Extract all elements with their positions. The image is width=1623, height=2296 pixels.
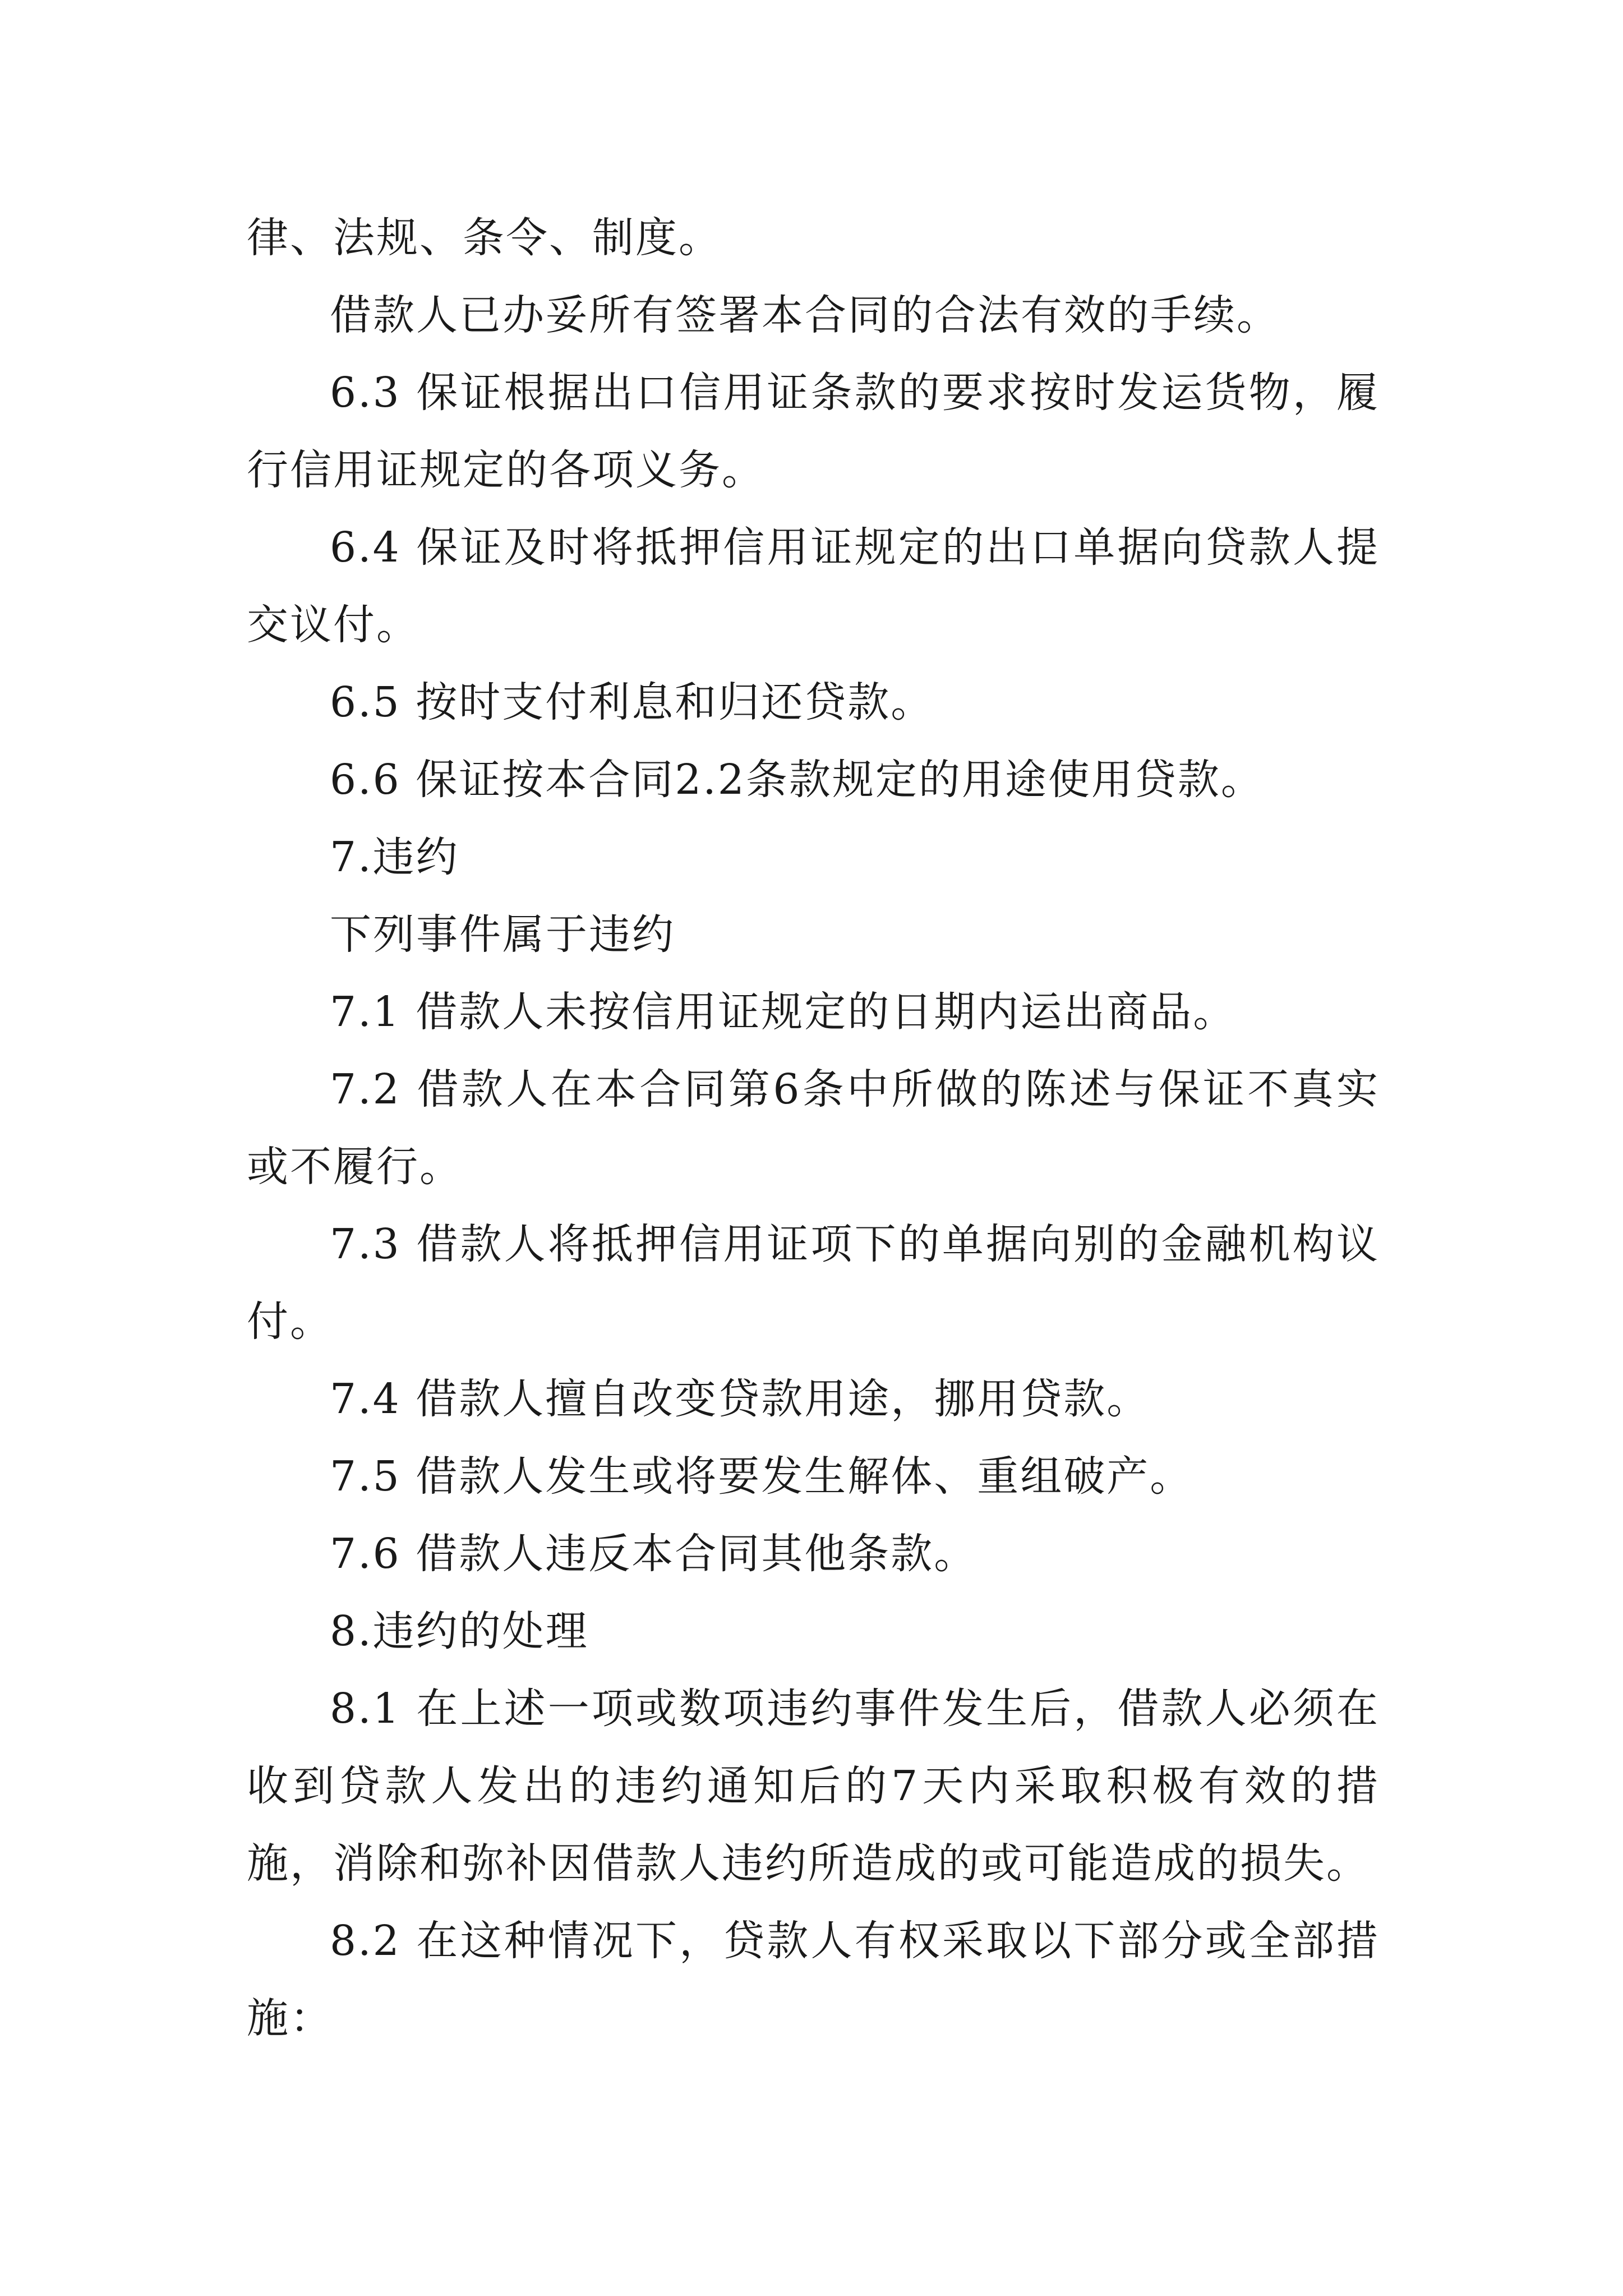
clause-7-4: 7.4 借款人擅自改变贷款用途，挪用贷款。 <box>330 1375 1150 1423</box>
clause-7-3: 7.3 借款人将抵押信用证项下的单据向别的金融机构议付。 <box>247 1220 1380 1346</box>
clause-6-3: 6.3 保证根据出口信用证条款的要求按时发运货物，履行信用证规定的各项义务。 <box>247 369 1380 494</box>
section-7-heading: 7.违约 <box>330 833 459 881</box>
clause-7-1: 7.1 借款人未按信用证规定的日期内运出商品。 <box>330 988 1237 1036</box>
paragraph-continuation: 律、法规、条令、制度。 <box>247 214 722 262</box>
clause-6-5: 6.5 按时支付利息和归还贷款。 <box>330 678 934 726</box>
clause-8-1: 8.1 在上述一项或数项违约事件发生后，借款人必须在收到贷款人发出的违约通知后的7天内采取积极有效的措施，消除和弥补因借款人违约所造成的或可能造成的损失。 <box>247 1685 1380 1888</box>
clause-8-2: 8.2 在这种情况下，贷款人有权采取以下部分或全部措施： <box>247 1917 1380 2042</box>
clause-7-5: 7.5 借款人发生或将要发生解体、重组破产。 <box>330 1452 1193 1501</box>
section-8-heading: 8.违约的处理 <box>330 1607 589 1655</box>
clause-7-2: 7.2 借款人在本合同第6条中所做的陈述与保证不真实或不履行。 <box>247 1065 1380 1191</box>
clause-6-6: 6.6 保证按本合同2.2条款规定的用途使用贷款。 <box>330 756 1264 804</box>
clause-6-4: 6.4 保证及时将抵押信用证规定的出口单据向贷款人提交议付。 <box>247 523 1380 649</box>
section-7-intro: 下列事件属于违约 <box>330 910 675 959</box>
document-body <box>247 199 1380 2057</box>
clause-7-6: 7.6 借款人违反本合同其他条款。 <box>330 1530 978 1578</box>
paragraph-procedures: 借款人已办妥所有签署本合同的合法有效的手续。 <box>330 291 1280 339</box>
